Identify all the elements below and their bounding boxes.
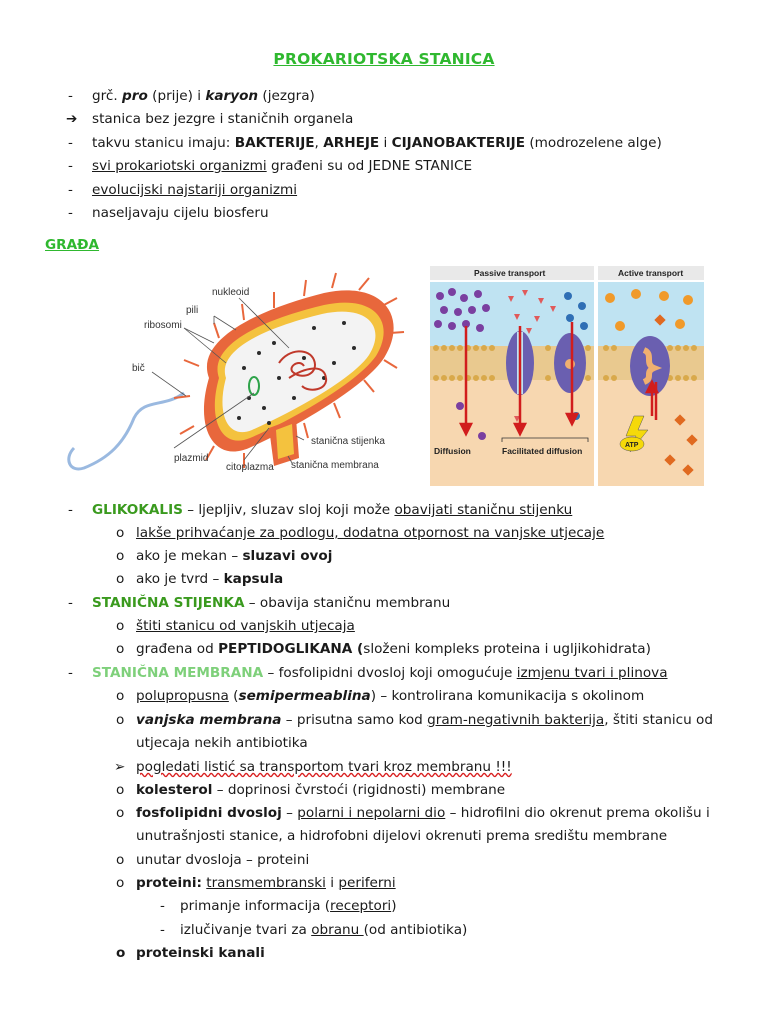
facilitated-diffusion-label: Facilitated diffusion — [502, 446, 583, 456]
dash-bullet: - — [68, 182, 73, 198]
page-title: PROKARIOTSKA STANICA — [273, 50, 495, 68]
item-membrana: STANIČNA MEMBRANA – fosfolipidni dvosloj koji omogućuje izmjenu tvari i plinova — [92, 665, 668, 681]
membrane-transport-diagram — [430, 266, 704, 486]
label-plazmid: plazmid — [174, 453, 209, 464]
atp-label: ATP — [625, 442, 639, 449]
dash-bullet: - — [68, 158, 73, 174]
label-nukleoid: nukleoid — [212, 287, 250, 298]
item-membrana-8: proteinski kanali — [136, 945, 265, 961]
diffusion-label: Diffusion — [434, 446, 471, 456]
label-membrana: stanična membrana — [291, 460, 379, 471]
membrane-cross-section — [276, 424, 294, 459]
section-heading-grada: GRAĐA — [45, 237, 100, 253]
dash-bullet: - — [160, 922, 165, 938]
circle-bullet: o — [116, 618, 125, 634]
active-transport-title: Active transport — [618, 268, 684, 278]
item-stijenka: STANIČNA STIJENKA – obavija staničnu membranu — [92, 595, 451, 611]
item-glikokalis-3: ako je tvrd – kapsula — [136, 571, 284, 587]
passive-transport-title: Passive transport — [474, 268, 546, 278]
item-membrana-2-cont: utjecaja nekih antibiotika — [136, 735, 308, 751]
item-membrana-4: kolesterol – doprinosi čvrstoći (rigidnosti) membrane — [136, 782, 506, 798]
dash-bullet: - — [68, 502, 73, 518]
dash-bullet: - — [68, 205, 73, 221]
label-stijenka: stanična stijenka — [311, 436, 385, 447]
item-stijenka-1: štiti stanicu od vanjskih utjecaja — [136, 618, 355, 634]
intro-line-3: takvu stanicu imaju: BAKTERIJE, ARHEJE i CIJANOBAKTERIJE (modrozelene alge) — [92, 135, 662, 151]
circle-bullet: o — [116, 945, 126, 961]
circle-bullet: o — [116, 688, 125, 704]
item-membrana-1: polupropusna (semipermeablina) – kontrolirana komunikacija s okolinom — [136, 688, 645, 704]
item-membrana-6: unutar dvosloja – proteini — [136, 852, 310, 868]
dash-bullet: - — [68, 88, 73, 104]
item-glikokalis-1: lakše prihvaćanje za podlogu, dodatna otpornost na vanjske utjecaje — [136, 525, 605, 541]
item-glikokalis: GLIKOKALIS – ljepljiv, sluzav sloj koji može obavijati staničnu stijenku — [92, 502, 573, 518]
prokaryote-cell-diagram — [64, 268, 406, 486]
carrier-binding-site — [565, 359, 575, 369]
circle-bullet: o — [116, 852, 125, 868]
item-membrana-5-cont: unutrašnjosti stanice, a hidrofobni dijelovi okrenuti prema središtu membrane — [136, 828, 668, 844]
arrow-bullet: ➔ — [66, 111, 78, 127]
circle-bullet: o — [116, 548, 125, 564]
intro-line-4: svi prokariotski organizmi građeni su od JEDNE STANICE — [92, 158, 473, 174]
intro-line-1: grč. pro (prije) i karyon (jezgra) — [92, 88, 315, 104]
item-membrana-7: proteini: transmembranski i periferni — [136, 875, 396, 891]
dash-bullet: - — [68, 665, 73, 681]
circle-bullet: o — [116, 875, 125, 891]
intro-line-5: evolucijski najstariji organizmi — [92, 182, 298, 198]
circle-bullet: o — [116, 782, 125, 798]
label-citoplazma: citoplazma — [226, 462, 274, 473]
circle-bullet: o — [116, 712, 125, 728]
circle-bullet: o — [116, 805, 125, 821]
dash-bullet: - — [68, 595, 73, 611]
label-pili: pili — [186, 305, 199, 316]
dash-bullet: - — [160, 898, 165, 914]
item-stijenka-2: građena od PEPTIDOGLIKANA (složeni kompleks proteina i ugljikohidrata) — [136, 641, 651, 657]
intro-line-6: naseljavaju cijelu biosferu — [92, 205, 269, 221]
item-membrana-2: vanjska membrana – prisutna samo kod gram-negativnih bakterija, štiti stanicu od — [136, 712, 713, 728]
item-glikokalis-2: ako je mekan – sluzavi ovoj — [136, 548, 333, 564]
label-ribosomi: ribosomi — [144, 320, 182, 331]
circle-bullet: o — [116, 525, 125, 541]
item-membrana-7a: primanje informacija (receptori) — [180, 898, 397, 914]
label-bic: bič — [132, 363, 145, 374]
item-membrana-7b: izlučivanje tvari za obranu (od antibiotika) — [180, 922, 468, 938]
circle-bullet: o — [116, 571, 125, 587]
dash-bullet: - — [68, 135, 73, 151]
chevron-bullet: ➢ — [114, 759, 126, 775]
item-membrana-5: fosfolipidni dvosloj – polarni i nepolarni dio – hidrofilni dio okrenut prema okolišu i — [136, 805, 710, 821]
item-membrana-3: pogledati listić sa transportom tvari kroz membranu !!! — [136, 759, 512, 775]
circle-bullet: o — [116, 641, 125, 657]
intro-line-2: stanica bez jezgre i staničnih organela — [92, 111, 354, 127]
